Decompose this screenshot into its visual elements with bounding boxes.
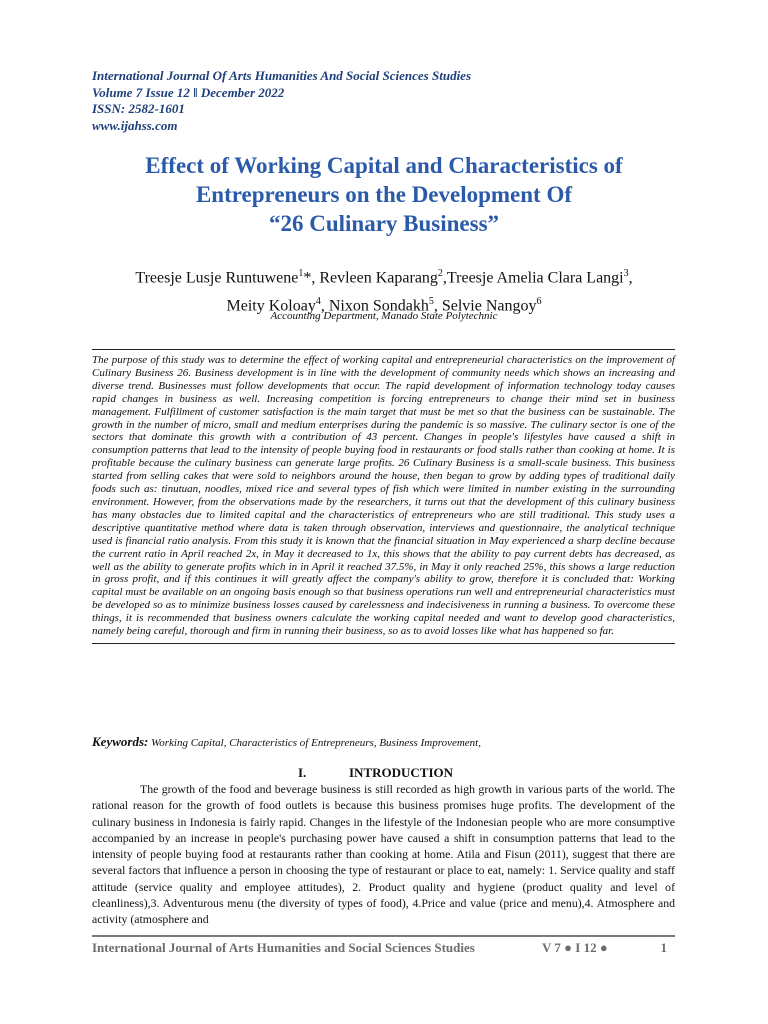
- author-affiliation-number: 3: [623, 268, 629, 279]
- author-separator: ,: [433, 297, 442, 315]
- section-title: INTRODUCTION: [349, 765, 454, 780]
- journal-website[interactable]: www.ijahss.com: [92, 117, 178, 133]
- footer-journal-name: International Journal of Arts Humanities and Social Sciences Studies: [92, 940, 475, 955]
- author-name: Meity Koloay: [226, 297, 316, 315]
- author-separator: ,: [442, 269, 447, 287]
- journal-name: International Journal Of Arts Humanities And Social Sciences Studies: [92, 68, 472, 83]
- title-line-2: Entrepreneurs on the Development Of: [195, 182, 573, 207]
- author-separator: *,: [303, 269, 320, 287]
- abstract: The purpose of this study was to determine the effect of working capital and entrepreneurial characteristics on the improvement of Culinary Business 26. Business development is in line with the development of community needs which shows an increasing and diverse trend. Businesses must follow developments that occur. The rapid development of information technology today causes rapid changes in business as well. Increasing competition is forcing entrepreneurs to change their mind set in business management. Fulfillment of customer satisfaction is the main target that must be met so that the business can be sustainable. The growth in the number of micro, small and medium enterprises during the pandemic is so massive. The culinary sector is one of the sectors that dominate this growth with a contribution of 43 percent. Changes in people's lifestyles have caused a shift in consumption patterns that lead to the intensity of people buying food in restaurants or food stalls rather than cooking at home. It is profitable because the culinary business can generate large profits. 26 Culinary Business is a small-scale business. This business started from selling cakes that were sold to neighbors around the house, then began to grow by adding types of traditional daily foods such as: tinutuan, noodles, mixed rice and several types of fish which were limited in number existing in the surrounding environment. However, from the observations made by the researchers, it turns out that the development of this culinary business has many obstacles due to limited capital and the characteristics of entrepreneurs who are still traditional. This study uses a descriptive quantitative method where data is taken through observation, interviews and questionnaire, the analytical technique used is financial ratio analysis. From this study it is known that the financial situation in May experienced a sharp decline because the current ratio in April reached 2x, in May it decreased to 1x, this shows that the ability to pay current debts has decreased, as well as the ability to generate profits which in in April it reached 37.5%, in May it only reached 25%, this shows a large reduction in gross profit, and if this continues it will greatly affect the company's ability to grow, therefore it is concluded that: Working capital must be available on an ongoing basis enough so that business operations run well and entrepreneurial characteristics must be developed so as to minimize business losses caused by carelessness and indecisiveness in running a business. To overcome these things, it is recommended that business owners calculate the working capital needed and want to develop good characteristics, namely being careful, thorough and firm in running their business, so as to avoid losses like what has happened so far.: [92, 349, 675, 644]
- author-name: Revleen Kaparang: [319, 269, 438, 287]
- author-name: Selvie Nangoy: [441, 297, 537, 315]
- author-affiliation-number: 4: [315, 296, 321, 308]
- journal-volume: Volume 7 Issue 12 ǁ December 2022: [92, 84, 285, 100]
- keywords: [92, 734, 675, 750]
- title-line-3: “26 Culinary Business”: [268, 211, 500, 236]
- author-separator: ,: [320, 297, 329, 315]
- affiliation: Accounting Department, Manado State Polytechnic: [270, 310, 498, 322]
- author-line-1: [60, 262, 708, 290]
- introduction-paragraph: The growth of the food and beverage business is still recorded as high growth in various parts of the world. The rational reason for the growth of food outlets is because this business promises huge profits. The development of the culinary business in Indonesia is fairly rapid. Changes in the lifestyle of the Indonesian people who are more consumptive accompanied by an increase in people's purchasing power have caused a shift in consumption patterns that lead to the intensity of people buying food at restaurants rather than cooking at home. Atila and Fisun (2011), suggest that there are several factors that influence a person in choosing the type of restaurant or place to eat, namely: 1. Service quality and staff attitude (service quality and employee attitudes), 2. Product quality and hygiene (product quality and level of cleanliness),3. Adventurous menu (the diversity of types of food), 4.Price and value (price and menu),4. Atmosphere and activity (atmosphere and: [92, 782, 675, 927]
- author-name: Treesje Amelia Clara Langi: [446, 269, 624, 287]
- section-number: I.: [298, 765, 307, 780]
- author-affiliation-number: 2: [437, 268, 443, 279]
- title-line-1: Effect of Working Capital and Characteristics of: [145, 153, 623, 178]
- author-separator: ,: [628, 269, 633, 287]
- keywords-text: Working Capital, Characteristics of Entrepreneurs, Business Improvement,: [151, 737, 481, 749]
- page-number: 1: [660, 940, 667, 955]
- author-affiliation-number: 5: [428, 296, 434, 308]
- footer-volume-issue: V 7 ● I 12 ●: [542, 940, 608, 955]
- paper-title: [60, 151, 708, 238]
- author-name: Treesje Lusje Runtuwene: [135, 269, 299, 287]
- author-name: Nixon Sondakh: [328, 297, 429, 315]
- author-affiliation-number: 1: [298, 268, 304, 279]
- journal-header: [92, 68, 471, 134]
- journal-issn: ISSN: 2582-1601: [92, 101, 185, 116]
- footer-divider: [92, 935, 675, 937]
- keywords-label: Keywords:: [92, 734, 149, 749]
- author-affiliation-number: 6: [536, 296, 542, 308]
